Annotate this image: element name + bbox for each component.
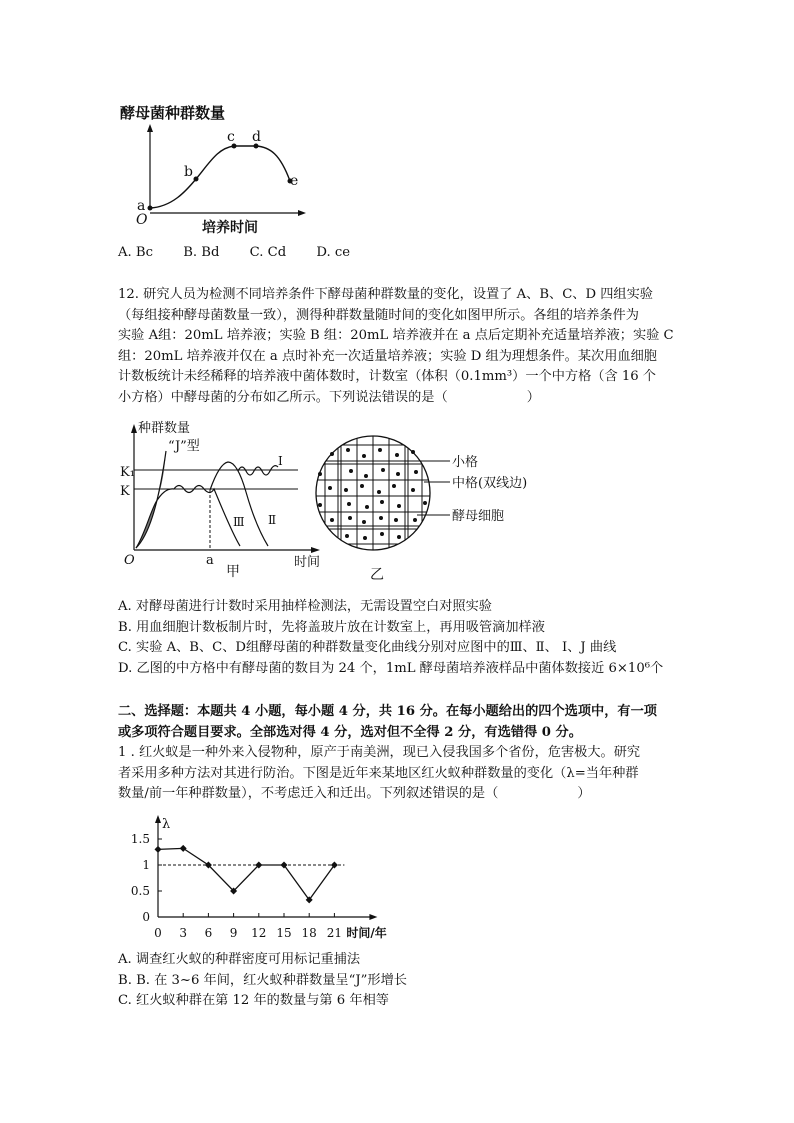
lambda-xtick-label: 0 [154,926,162,940]
q12-line: 计数板统计未经稀释的培养液中菌体数时，计数室（体积（0.1mm³）一个中方格（含 16 个 [118,369,656,384]
figure-yeast-curve [110,96,320,241]
fig1-xlabel: 培养时间 [202,220,258,236]
jia-ylabel: 种群数量 [138,421,191,436]
lambda-xtick-label: 12 [251,926,267,940]
yi-label-small: 小格 [452,455,479,470]
section2-header-line: 或多项符合题目要求。全部选对得 4 分，选对但不全得 2 分，有选错得 0 分。 [118,724,582,740]
figure-jia [118,418,328,588]
q11-option-b: B. Bd [183,245,220,260]
jia-a: a [206,553,214,568]
lambda-xtick-label: 15 [276,926,292,940]
jia-xlabel: 时间 [294,555,321,570]
lambda-x-arrow [369,914,377,920]
q11-options [118,243,350,264]
q12-option-a: A. 对酵母菌进行计数时采用抽样检测法，无需设置空白对照实验 [118,599,492,614]
fig1-point-e: e [290,173,299,189]
jia-curve-III [174,486,240,547]
q12-option-b: B. 用血细胞计数板制片时，先将盖玻片放在计数室上，再用吸管滴加样液 [118,619,545,635]
lambda-data-point [180,845,187,852]
jia-origin: O [124,553,135,568]
lambda-ytick-label: 1.5 [130,832,150,846]
jia-curve-III-label: Ⅲ [233,515,245,529]
lambda-xtick-label: 6 [204,926,213,940]
s2-q1-option-b: B. B. 在 3~6 年间，红火蚁种群数量呈“J”形增长 [118,972,407,988]
section2-header [118,702,657,743]
section2-header-line: 二、选择题：本题共 4 小题，每小题 4 分，共 16 分。在每小题给出的四个选项中，有一项 [118,704,657,719]
lambda-chart [118,812,408,952]
jia-curve-II [210,462,268,546]
lambda-data-point [155,846,162,853]
q12-line: 实验 A组：20mL 培养液；实验 B 组：20mL 培养液并在 a 点后定期补充适量培养液；实验 C [118,328,674,343]
lambda-xlabel: 时间/年 [346,926,387,940]
jia-k: K [120,484,130,499]
jia-j-curve [136,451,166,548]
q12-line: 组：20mL 培养液并仅在 a 点时补充一次适量培养液；实验 D 组为理想条件。某次用血细胞 [118,348,657,364]
lambda-xtick-label: 18 [301,926,317,940]
jia-shaded-area [136,451,166,548]
s2-q1-line: 1 . 红火蚁是一种外来入侵物种，原产于南美洲，现已入侵我国多个省份，危害极大。研究 [118,745,641,760]
lambda-ytick-label: 0.5 [130,884,150,898]
fig1-origin: O [136,212,148,228]
q11-option-d: D. ce [316,245,351,260]
fig1-point-a: a [137,198,146,214]
jia-k1: K₁ [120,465,135,480]
lambda-ylabel: λ [162,817,171,832]
q12-option-c: C. 实验 A、B、C、D组酵母菌的种群数量变化曲线分别对应图中的Ⅲ、Ⅱ、 Ⅰ、J 曲线 [118,640,617,655]
q11-option-c: C. Cd [249,245,287,260]
s2-q1-line: 者采用多种方法对其进行防治。下图是近年来某地区红火蚁种群数量的变化（λ=当年种群 [118,765,639,781]
s2-q1-line: 数量/前一年种群数量），不考虑迁入和迁出。下列叙述错误的是（ ） [118,786,591,801]
s2-q1-options [118,950,407,1012]
fig1-point-d: d [252,129,261,145]
q12-option-d: D. 乙图的中方格中有酵母菌的数目为 24 个，1mL 酵母菌培养液样品中菌体数接近 6×10⁶个 [118,660,664,676]
jia-curve-I-label: Ⅰ [278,454,283,468]
q12-line: 12. 研究人员为检测不同培养条件下酵母菌种群数量的变化，设置了 A、B、C、D 四组实验 [118,287,653,302]
fig1-growth-curve [150,146,290,208]
lambda-y-arrow [155,815,161,823]
lambda-ytick-label: 1 [142,858,150,872]
lambda-xtick-label: 21 [326,926,343,940]
q12-stem [118,285,674,408]
lambda-xtick-label: 3 [179,926,188,940]
s2-q1-option-c: C. 红火蚁种群在第 12 年的数量与第 6 年相等 [118,993,389,1008]
yi-label-mid: 中格(双线边) [452,476,528,491]
jia-caption: 甲 [226,564,240,580]
figure-yi [312,430,562,586]
q12-line: 小方格）中酵母菌的分布如乙所示。下列说法错误的是（ ） [118,389,540,405]
lambda-xtick-label: 9 [229,926,238,940]
jia-curve-II-label: Ⅱ [268,513,277,527]
lambda-ytick-label: 0 [142,910,150,924]
s2-q1-option-a: A. 调查红火蚁的种群密度可用标记重捕法 [118,952,361,967]
yi-caption: 乙 [370,567,384,583]
q11-option-a: A. Bc [118,245,153,260]
fig1-ylabel: 酵母菌种群数量 [120,104,226,122]
q12-line: （每组接种酵母菌数量一致），测得种群数量随时间的变化如图甲所示。各组的培养条件为 [118,307,639,323]
jia-j-label: “J”型 [168,439,200,454]
fig1-point-c: c [227,129,235,145]
fig1-point-b: b [184,164,193,180]
yi-label-cell: 酵母细胞 [452,509,505,524]
s2-q1-stem [118,743,640,805]
lambda-series-line [158,848,334,899]
q12-options [118,597,663,679]
